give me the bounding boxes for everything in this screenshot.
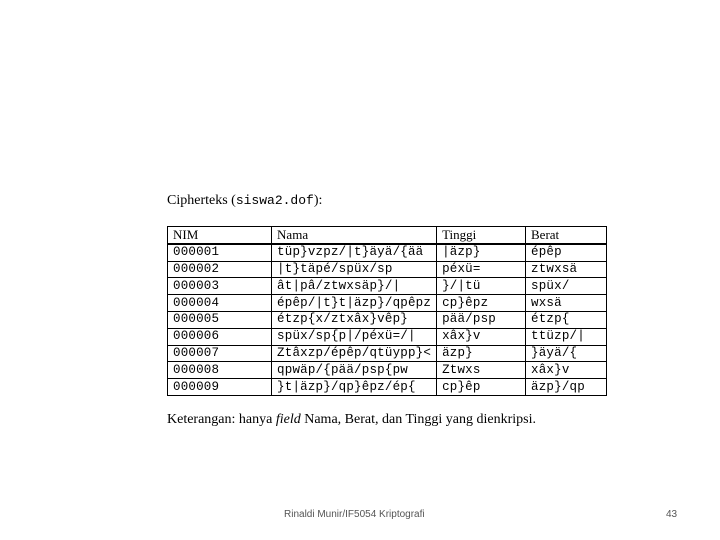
cell-tinggi: cp}êpz	[437, 295, 526, 312]
page-number: 43	[666, 509, 678, 520]
cell-tinggi: pää/psp	[437, 311, 526, 328]
cell-berat: xâx}v	[526, 362, 607, 379]
cell-nama: épêp/|t}t|äzp}/qpêpz	[272, 295, 437, 312]
cell-nim: 000005	[168, 311, 272, 328]
cell-tinggi: xâx}v	[437, 328, 526, 345]
cell-nim: 000002	[168, 261, 272, 278]
table-row	[168, 345, 607, 362]
cell-nim: 000007	[168, 345, 272, 362]
cell-berat: étzp{	[526, 311, 607, 328]
table-row	[168, 379, 607, 396]
table-row	[168, 278, 607, 295]
cell-nama: Ztâxzp/épêp/qtüypp}<	[272, 345, 437, 362]
note-suffix: Nama, Berat, dan Tinggi yang dienkripsi.	[300, 412, 536, 427]
note-prefix: Keterangan: hanya	[167, 412, 276, 427]
header-tinggi: Tinggi	[437, 227, 526, 244]
cell-berat: wxsä	[526, 295, 607, 312]
cell-nim: 000003	[168, 278, 272, 295]
cell-nama: |t}täpé/spüx/sp	[272, 261, 437, 278]
table-row	[168, 362, 607, 379]
note-field-word: field	[275, 412, 301, 427]
cell-tinggi: äzp}	[437, 345, 526, 362]
cell-berat: épêp	[526, 244, 607, 261]
cell-nama: qpwäp/{pää/psp{pw	[272, 362, 437, 379]
cell-nama: }t|äzp}/qp}êpz/ép{	[272, 379, 437, 396]
table-row	[168, 328, 607, 345]
footer-author: Rinaldi Munir/IF5054 Kriptografi	[284, 509, 425, 520]
ciphertext-table	[167, 226, 607, 396]
cell-tinggi: |äzp}	[437, 244, 526, 261]
caption-suffix: ):	[313, 193, 323, 208]
cell-tinggi: }/|tü	[437, 278, 526, 295]
cell-tinggi: cp}êp	[437, 379, 526, 396]
cipher-table-caption	[167, 193, 322, 209]
cell-nim: 000008	[168, 362, 272, 379]
cell-berat: }äyä/{	[526, 345, 607, 362]
cell-tinggi: Ztwxs	[437, 362, 526, 379]
table-note	[167, 412, 536, 428]
cell-nim: 000009	[168, 379, 272, 396]
header-berat: Berat	[526, 227, 607, 244]
table-row	[168, 261, 607, 278]
cell-nim: 000006	[168, 328, 272, 345]
cell-nama: étzp{x/ztxâx}vêp}	[272, 311, 437, 328]
caption-filename: siswa2.dof	[235, 193, 314, 208]
cell-nim: 000001	[168, 244, 272, 261]
cell-nama: spüx/sp{p|/péxü=/|	[272, 328, 437, 345]
table-row	[168, 244, 607, 261]
header-nim: NIM	[168, 227, 272, 244]
table-row	[168, 311, 607, 328]
table-header-row	[168, 227, 607, 244]
cell-tinggi: péxü=	[437, 261, 526, 278]
cell-berat: äzp}/qp	[526, 379, 607, 396]
cell-nama: tüp}vzpz/|t}äyä/{ää	[272, 244, 437, 261]
table-row	[168, 295, 607, 312]
caption-prefix: Cipherteks (	[167, 193, 236, 208]
header-nama: Nama	[272, 227, 437, 244]
cell-berat: ttüzp/|	[526, 328, 607, 345]
cell-berat: spüx/	[526, 278, 607, 295]
cell-nama: ât|pâ/ztwxsäp}/|	[272, 278, 437, 295]
cell-nim: 000004	[168, 295, 272, 312]
cell-berat: ztwxsä	[526, 261, 607, 278]
